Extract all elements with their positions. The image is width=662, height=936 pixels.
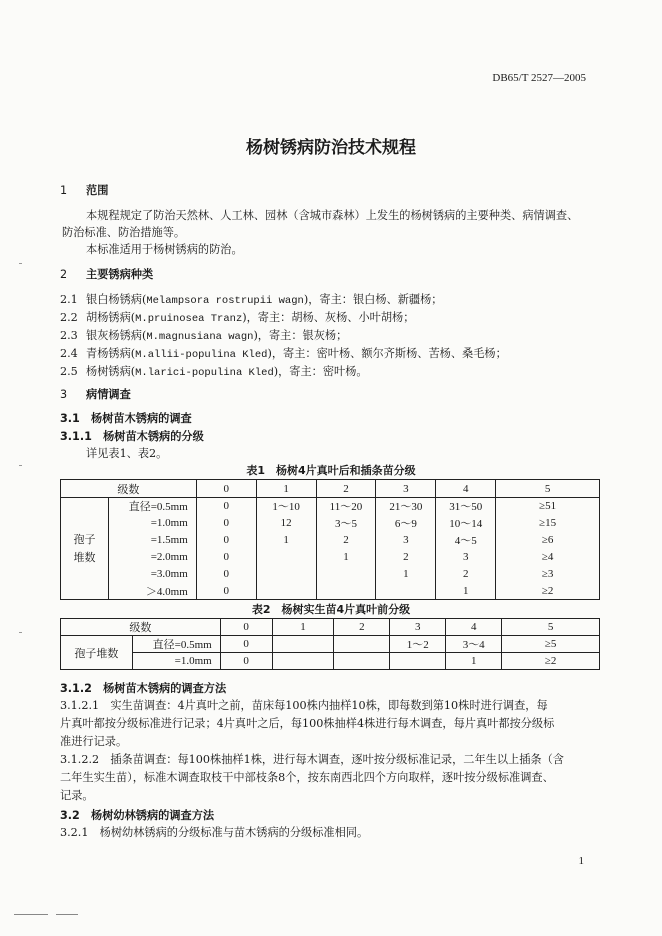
document-title: 杨树锈病防治技术规程 [246,138,416,158]
rust-species-item [60,345,507,361]
table-row [61,498,600,515]
table-cell: 1～10 [256,498,316,515]
table-cell: ≥2 [496,583,600,600]
host-list: )，寄主：密叶杨。 [273,365,368,378]
table-row [61,549,600,566]
table-cell: 3 [376,532,436,549]
table-cell: 1 [436,583,496,600]
table-cell: 6～9 [376,515,436,532]
table-cell [256,566,316,583]
table-header-cell: 3 [390,619,446,636]
table-header-cell: 1 [256,480,316,498]
rust-species-item [60,291,442,307]
table-cell: =2.0mm [108,549,196,566]
section-3-1-2-2-line: 3.1.2.2 插条苗调查：每100株抽样1株，进行每木调查，逐叶按分级标准记录，二年生以上插条（含 [60,753,564,766]
section-3-1-2-1-line: 片真叶都按分级标准进行记录；4片真叶之后，每100株抽样4株进行每木调查，每片真叶都按分级标 [60,717,555,730]
standard-code: DB65/T 2527—2005 [492,72,586,84]
table-cell: 31～50 [436,498,496,515]
table-cell: 3 [436,549,496,566]
table-cell [390,653,446,670]
table-cell: 0 [196,532,256,549]
page-number: 1 [578,855,584,867]
table-cell: 0 [220,636,272,653]
table-header-cell: 级数 [61,619,221,636]
table-cell: 10～14 [436,515,496,532]
section-1-scope: 本标准适用于杨树锈病的防治。 [86,243,243,256]
table-header-cell: 4 [446,619,502,636]
item-name: 银白杨锈病( [86,293,147,306]
table-cell: ≥2 [502,653,600,670]
table-header-cell: 4 [436,480,496,498]
section-1-para-line: 本规程规定了防治天然林、人工林、园林（含城市森林）上发生的杨树锈病的主要种类、病情调查、 [86,209,579,222]
table-header-cell: 3 [376,480,436,498]
section-2-heading: 2 主要锈病种类 [60,268,154,281]
section-3-heading: 3 病情调查 [60,388,131,401]
scientific-name: M.larici-populina Kled [135,367,274,379]
table-2 [60,618,600,670]
table-cell: ≥51 [496,498,600,515]
scientific-name: M.pruinosea Tranz [135,313,243,325]
section-3-1-2-1-line: 3.1.2.1 实生苗调查：4片真叶之前，苗床每100株内抽样10株，即每数到第10株时进行调查，每 [60,699,548,712]
table-reference: 详见表1、表2。 [86,447,168,460]
table-row [61,653,600,670]
table-cell: 0 [196,515,256,532]
table-cell [272,636,334,653]
host-list: )，寄主：银灰杨； [253,329,348,342]
table-header-cell: 级数 [61,480,197,498]
item-number: 2.5 [60,365,78,378]
table-cell: 1 [376,566,436,583]
scan-mark [14,914,48,915]
item-name: 银灰杨锈病( [86,329,147,342]
table-header-cell: 0 [196,480,256,498]
table-cell: ≥3 [496,566,600,583]
section-3-1-heading: 3.1 杨树苗木锈病的调查 [60,412,192,425]
section-3-2-heading: 3.2 杨树幼林锈病的调查方法 [60,809,215,822]
table-cell: 3～5 [316,515,376,532]
scientific-name: M.magnusiana wagn [146,331,254,343]
section-3-1-2-2-line: 二年生实生苗），标准木调查取枝干中部枝条8个，按东南西北四个方向取样，逐叶按分级标准调查、 [60,771,554,784]
scientific-name: Melampsora rostrupii wagn [146,295,304,307]
table-2-header-row [61,619,600,636]
table-header-cell: 1 [272,619,334,636]
scan-mark [19,632,22,633]
section-3-1-2-heading: 3.1.2 杨树苗木锈病的调查方法 [60,682,227,695]
table-cell [316,583,376,600]
host-list: )，寄主：银白杨、新疆杨； [303,293,443,306]
table-cell: ＞4.0mm [108,583,196,600]
table-cell: 直径=0.5mm [132,636,220,653]
table-cell: 1 [256,532,316,549]
table-cell: 0 [196,566,256,583]
table-cell: 2 [436,566,496,583]
table-cell: 0 [196,498,256,515]
section-3-1-2-1-line: 准进行记录。 [60,735,128,748]
table-cell: 2 [316,532,376,549]
table-cell: 11～20 [316,498,376,515]
table-cell: =1.0mm [108,515,196,532]
section-3-2-1-text: 3.2.1 杨树幼林锈病的分级标准与苗木锈病的分级标准相同。 [60,826,369,839]
table-header-cell: 5 [496,480,600,498]
table-header-cell: 2 [334,619,390,636]
item-number: 2.2 [60,311,78,324]
table-cell: ≥6 [496,532,600,549]
section-3-1-2-2-line: 记录。 [60,789,94,802]
host-list: )，寄主：胡杨、灰杨、小叶胡杨； [242,311,415,324]
table-cell: ≥15 [496,515,600,532]
table-cell: 12 [256,515,316,532]
item-number: 2.3 [60,329,78,342]
item-number: 2.4 [60,347,78,360]
table-cell: 21～30 [376,498,436,515]
table-cell: 直径=0.5mm [108,498,196,515]
table-cell [256,549,316,566]
table-cell: 3～4 [446,636,502,653]
table-cell: 1 [446,653,502,670]
table-cell [272,653,334,670]
table-row [61,532,600,549]
table-2-caption: 表2 杨树实生苗4片真叶前分级 [251,603,411,616]
table-cell: =1.5mm [108,532,196,549]
scan-mark [19,263,22,264]
table-header-cell: 5 [502,619,600,636]
table-cell [316,566,376,583]
table-row [61,636,600,653]
section-1-para-line: 防治标准、防治措施等。 [62,226,186,239]
table-cell: 1～2 [390,636,446,653]
row-group-label: 孢子堆数 [61,636,133,670]
table-row [61,583,600,600]
table-cell: 4～5 [436,532,496,549]
row-group-label: 孢子 堆数 [61,498,109,600]
table-cell [334,653,390,670]
item-name: 胡杨锈病( [86,311,136,324]
section-1-heading: 1 范围 [60,184,109,197]
item-name: 青杨锈病( [86,347,136,360]
table-cell: 0 [220,653,272,670]
table-header-cell: 0 [220,619,272,636]
table-cell: 1 [316,549,376,566]
table-1-caption: 表1 杨树4片真叶后和插条苗分级 [246,464,416,477]
host-list: )，寄主：密叶杨、额尔齐斯杨、苦杨、桑毛杨； [267,347,507,360]
table-cell: 0 [196,583,256,600]
rust-species-item [60,327,347,343]
table-1-header-row [61,480,600,498]
table-cell: ≥5 [502,636,600,653]
rust-species-item [60,363,368,379]
table-cell: 2 [376,549,436,566]
item-name: 杨树锈病( [86,365,136,378]
scan-mark [56,914,78,915]
table-cell: =3.0mm [108,566,196,583]
table-cell [256,583,316,600]
table-cell [376,583,436,600]
scientific-name: M.allii-populina Kled [135,349,268,361]
section-3-1-1-heading: 3.1.1 杨树苗木锈病的分级 [60,430,204,443]
table-row [61,566,600,583]
table-row [61,515,600,532]
table-cell: =1.0mm [132,653,220,670]
table-header-cell: 2 [316,480,376,498]
table-1 [60,479,600,600]
rust-species-item [60,309,414,325]
table-cell: ≥4 [496,549,600,566]
table-cell [334,636,390,653]
item-number: 2.1 [60,293,78,306]
table-cell: 0 [196,549,256,566]
